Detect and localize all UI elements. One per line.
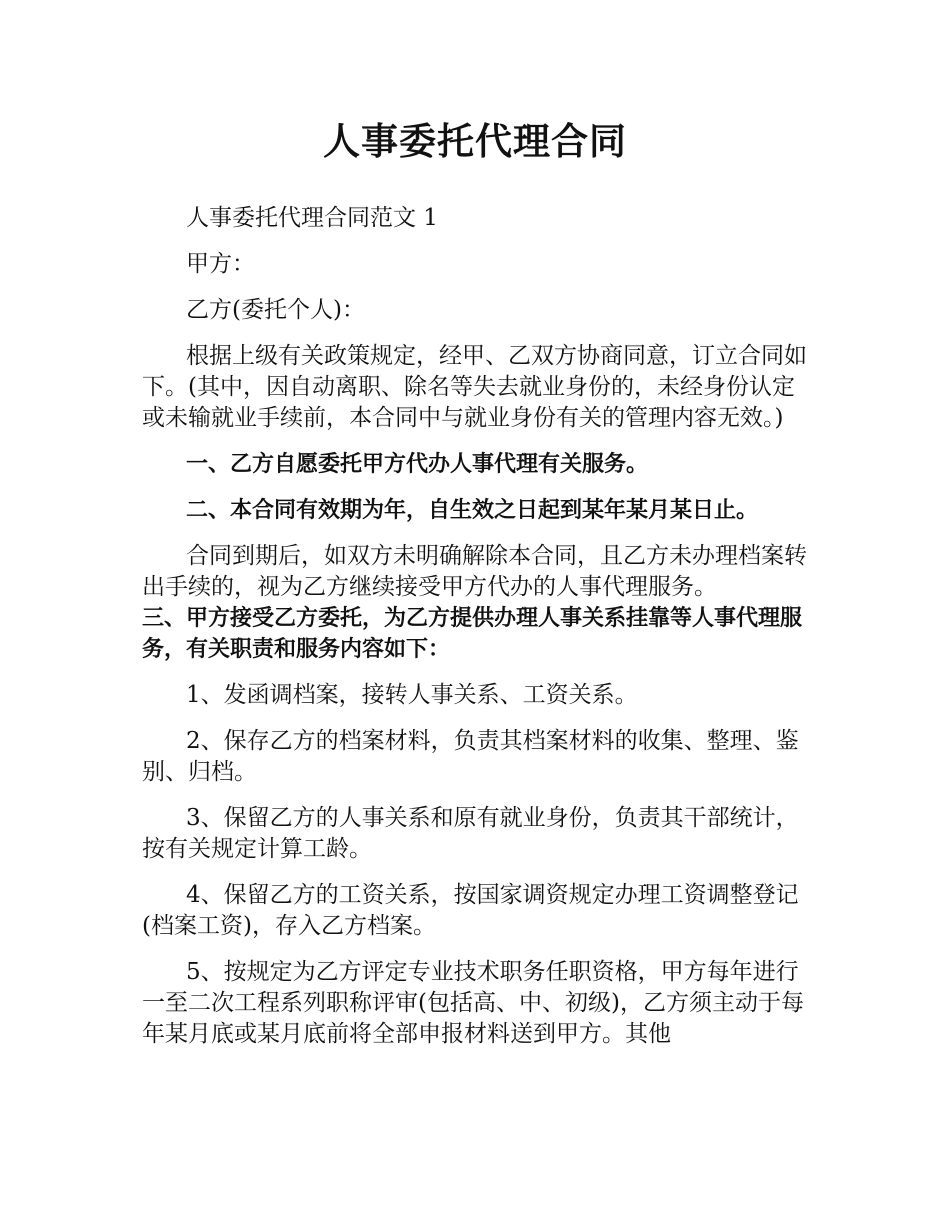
paragraph-party-a: 甲方： xyxy=(186,251,255,277)
paragraph-renewal: 合同到期后，如双方未明确解除本合同，且乙方未办理档案转出手续的，视为乙方继续接受甲方代办的人事代理服务。 xyxy=(142,543,807,600)
paragraph-item-1: 1、发函调档案，接转人事关系、工资关系。 xyxy=(186,682,638,708)
paragraph-subtitle: 人事委托代理合同范文 1 xyxy=(186,205,438,231)
paragraph-preamble: 根据上级有关政策规定，经甲、乙双方协商同意，订立合同如下。(其中，因自动离职、除名等失去就业身份的，未经身份认定或未输就业手续前，本合同中与就业身份有关的管理内容无效。) xyxy=(142,343,807,431)
paragraph-clause-3: 三、甲方接受乙方委托，为乙方提供办理人事关系挂靠等人事代理服务，有关职责和服务内容如下： xyxy=(142,606,803,662)
paragraph-item-4: 4、保留乙方的工资关系，按国家调资规定办理工资调整登记(档案工资)，存入乙方档案。 xyxy=(142,882,799,939)
paragraph-clause-2: 二、本合同有效期为年，自生效之日起到某年某月某日止。 xyxy=(186,498,759,523)
paragraph-item-3: 3、保留乙方的人事关系和原有就业身份，负责其干部统计，按有关规定计算工龄。 xyxy=(142,805,799,862)
paragraph-clause-1: 一、乙方自愿委托甲方代办人事代理有关服务。 xyxy=(186,452,649,477)
document-body xyxy=(142,203,817,1050)
document-title: 人事委托代理合同 xyxy=(323,120,627,163)
paragraph-item-5: 5、按规定为乙方评定专业技术职务任职资格，甲方每年进行一至二次工程系列职称评审(包括高、中、初级)，乙方须主动于每年某月底或某月底前将全部申报材料送到甲方。其他 xyxy=(142,959,804,1047)
paragraph-item-2: 2、保存乙方的档案材料，负责其档案材料的收集、整理、鉴别、归档。 xyxy=(142,728,799,785)
paragraph-party-b: 乙方(委托个人)： xyxy=(186,297,365,323)
